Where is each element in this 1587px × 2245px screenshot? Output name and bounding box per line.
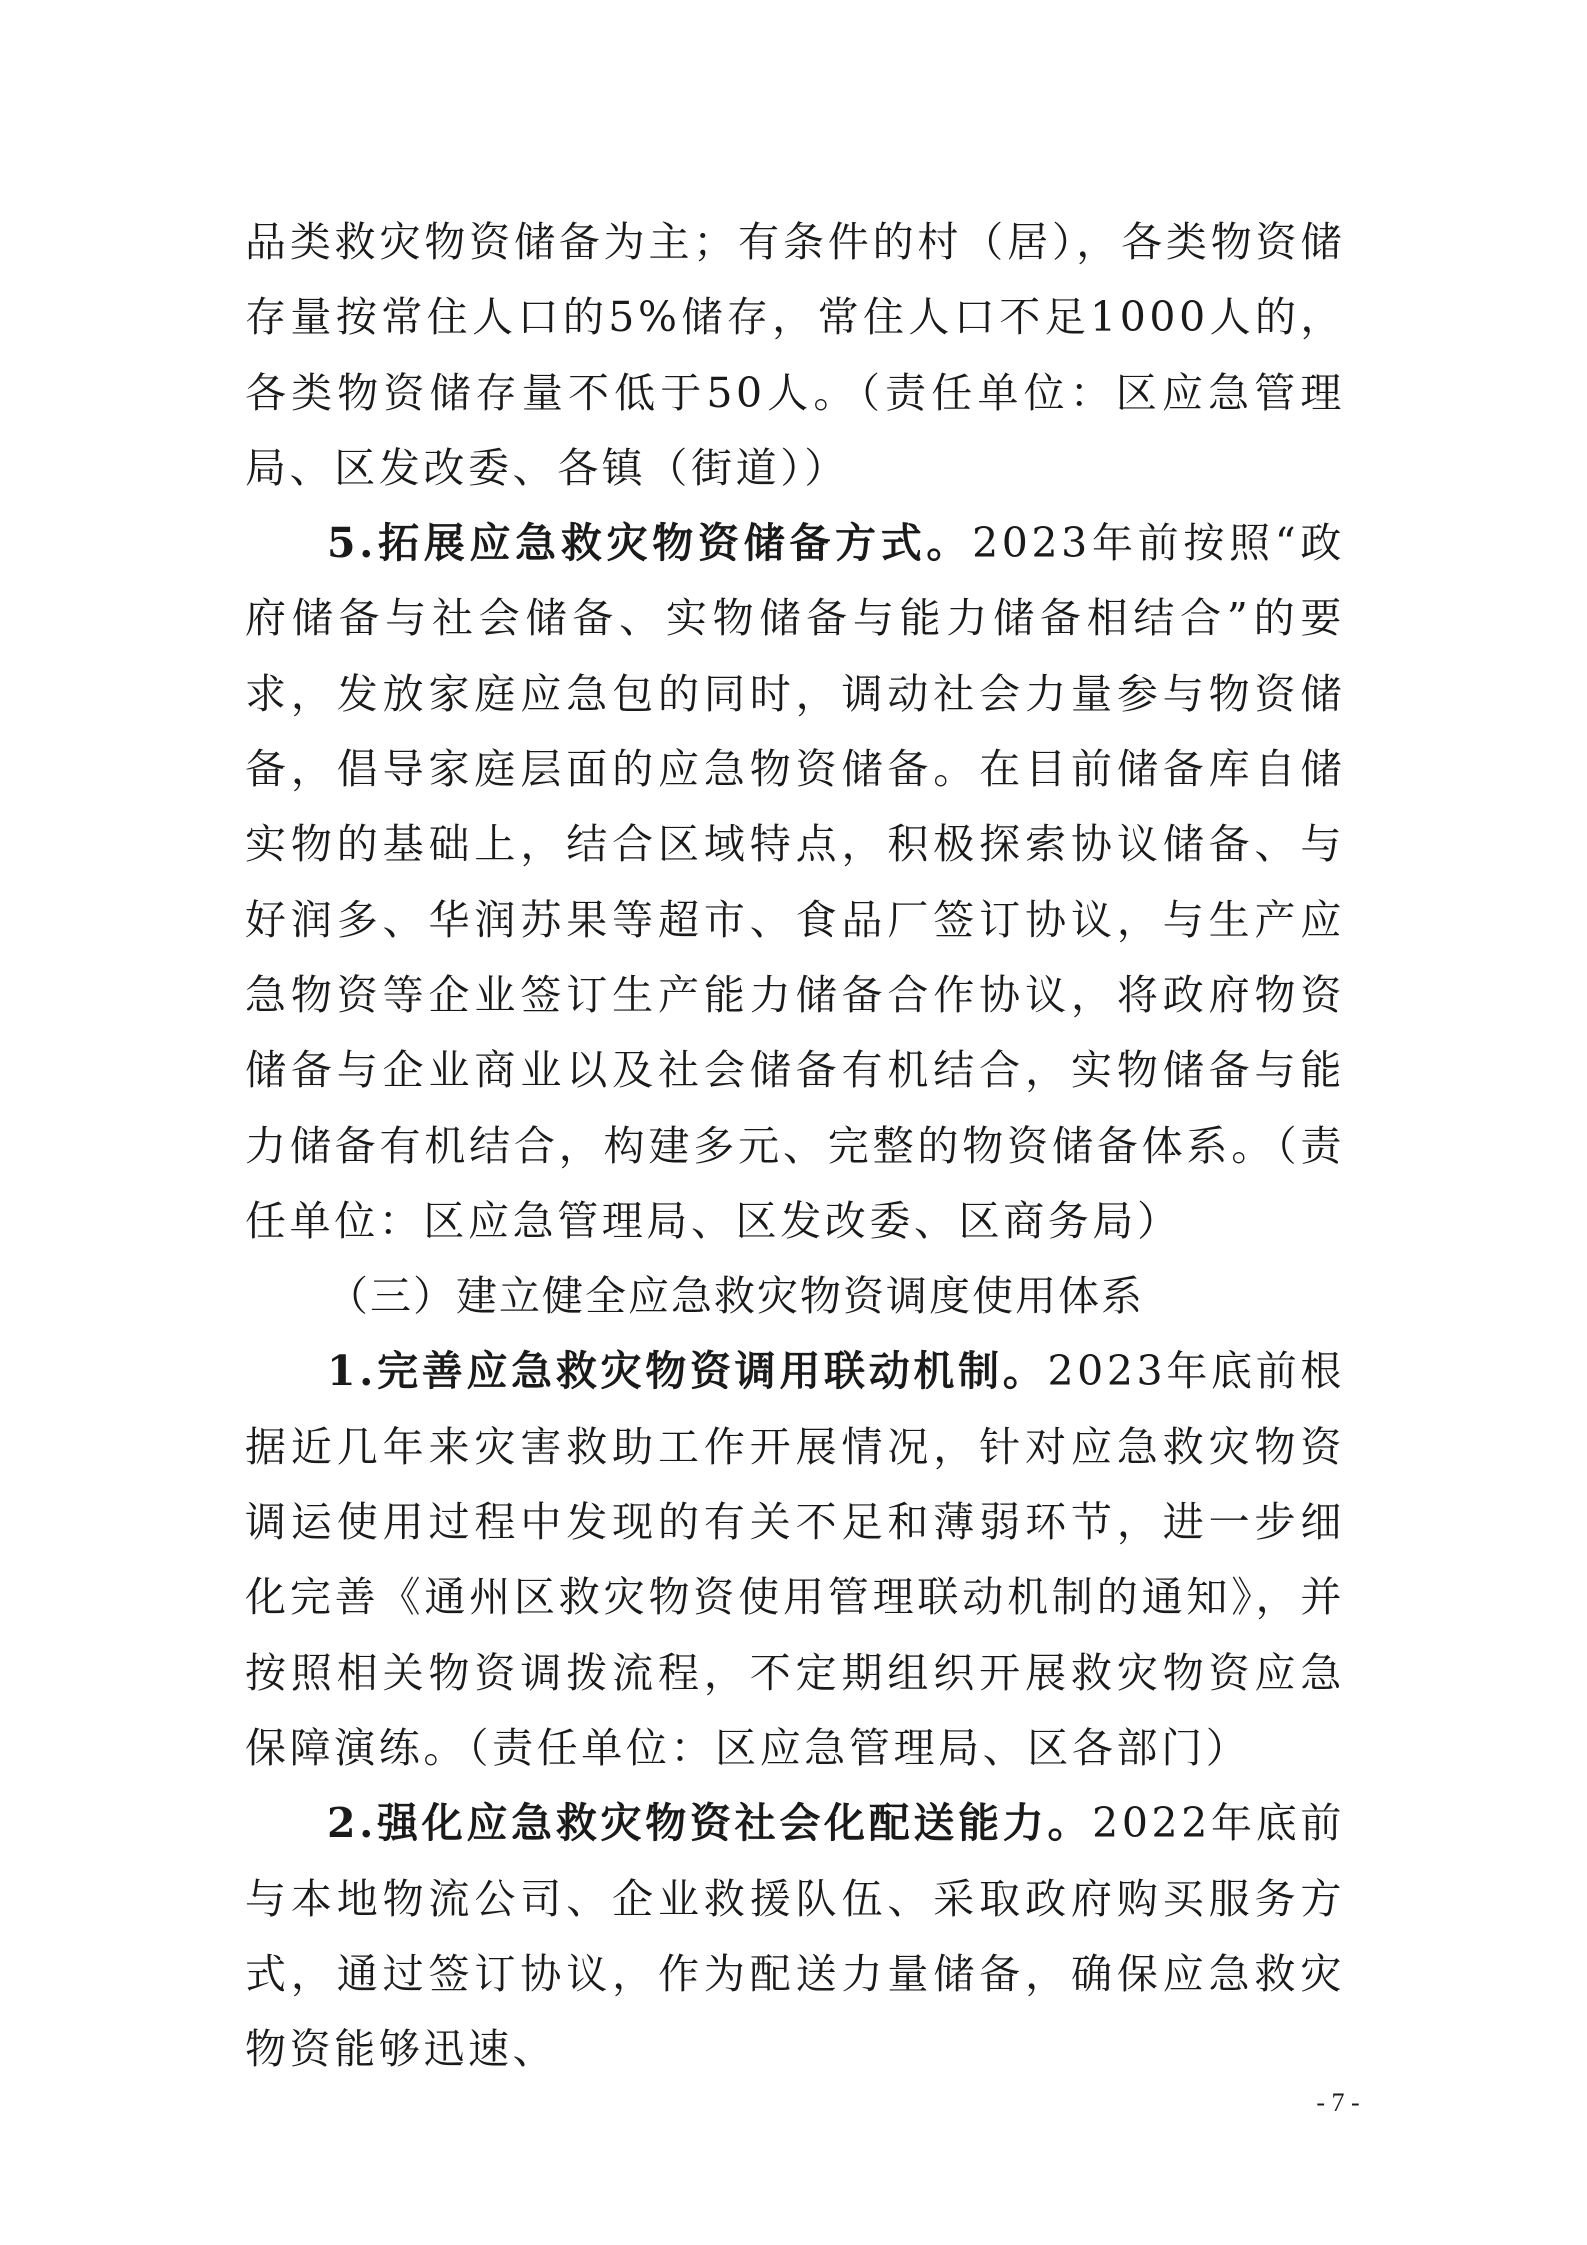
- paragraph-text: 品类救灾物资储备为主；有条件的村（居），各类物资储存量按常住人口的5%储存，常住人口不足1000人的，各类物资储存量不低于50人。（责任单位：区应急管理局、区发改委、各镇（街道））: [245, 218, 1345, 492]
- paragraph-expand-storage-methods: [245, 506, 1345, 1259]
- paragraph-lead: 5.拓展应急救灾物资储备方式。: [327, 519, 973, 568]
- section-heading-dispatch-system: [245, 1259, 1345, 1334]
- paragraph-lead: 1.完善应急救灾物资调用联动机制。: [327, 1347, 1048, 1396]
- paragraph-text: 2023年前按照“政府储备与社会储备、实物储备与能力储备相结合”的要求，发放家庭应急包的同时，调动社会力量参与物资储备，倡导家庭层面的应急物资储备。在目前储备库自储实物的基础上，结合区域特点，积极探索协议储备、与好润多、华润苏果等超市、食品厂签订协议，与生产应急物资等企业签订生产能力储备合作协议，将政府物资储备与企业商业以及社会储备有机结合，实物储备与能力储备有机结合，构建多元、完整的物资储备体系。（责任单位：区应急管理局、区发改委、区商务局）: [245, 519, 1345, 1245]
- paragraph-text: 2022年底前与本地物流公司、企业救援队伍、采取政府购买服务方式，通过签订协议，作为配送力量储备，确保应急救灾物资能够迅速、: [245, 1799, 1345, 2074]
- paragraph-linkage-mechanism: [245, 1334, 1345, 1786]
- paragraph-text: 2023年底前根据近几年来灾害救助工作开展情况，针对应急救灾物资调运使用过程中发现的有关不足和薄弱环节，进一步细化完善《通州区救灾物资使用管理联动机制的通知》，并按照相关物资调拨流程，不定期组织开展救灾物资应急保障演练。（责任单位：区应急管理局、区各部门）: [245, 1347, 1345, 1772]
- paragraph-lead: 2.强化应急救灾物资社会化配送能力。: [327, 1799, 1093, 1848]
- section-heading-text: （三）建立健全应急救灾物资调度使用体系: [327, 1272, 1144, 1321]
- paragraph-social-delivery: [245, 1786, 1345, 2087]
- paragraph-material-storage-continued: [245, 205, 1345, 506]
- document-body: [245, 205, 1345, 2087]
- page-number: - 7 -: [1316, 2088, 1360, 2117]
